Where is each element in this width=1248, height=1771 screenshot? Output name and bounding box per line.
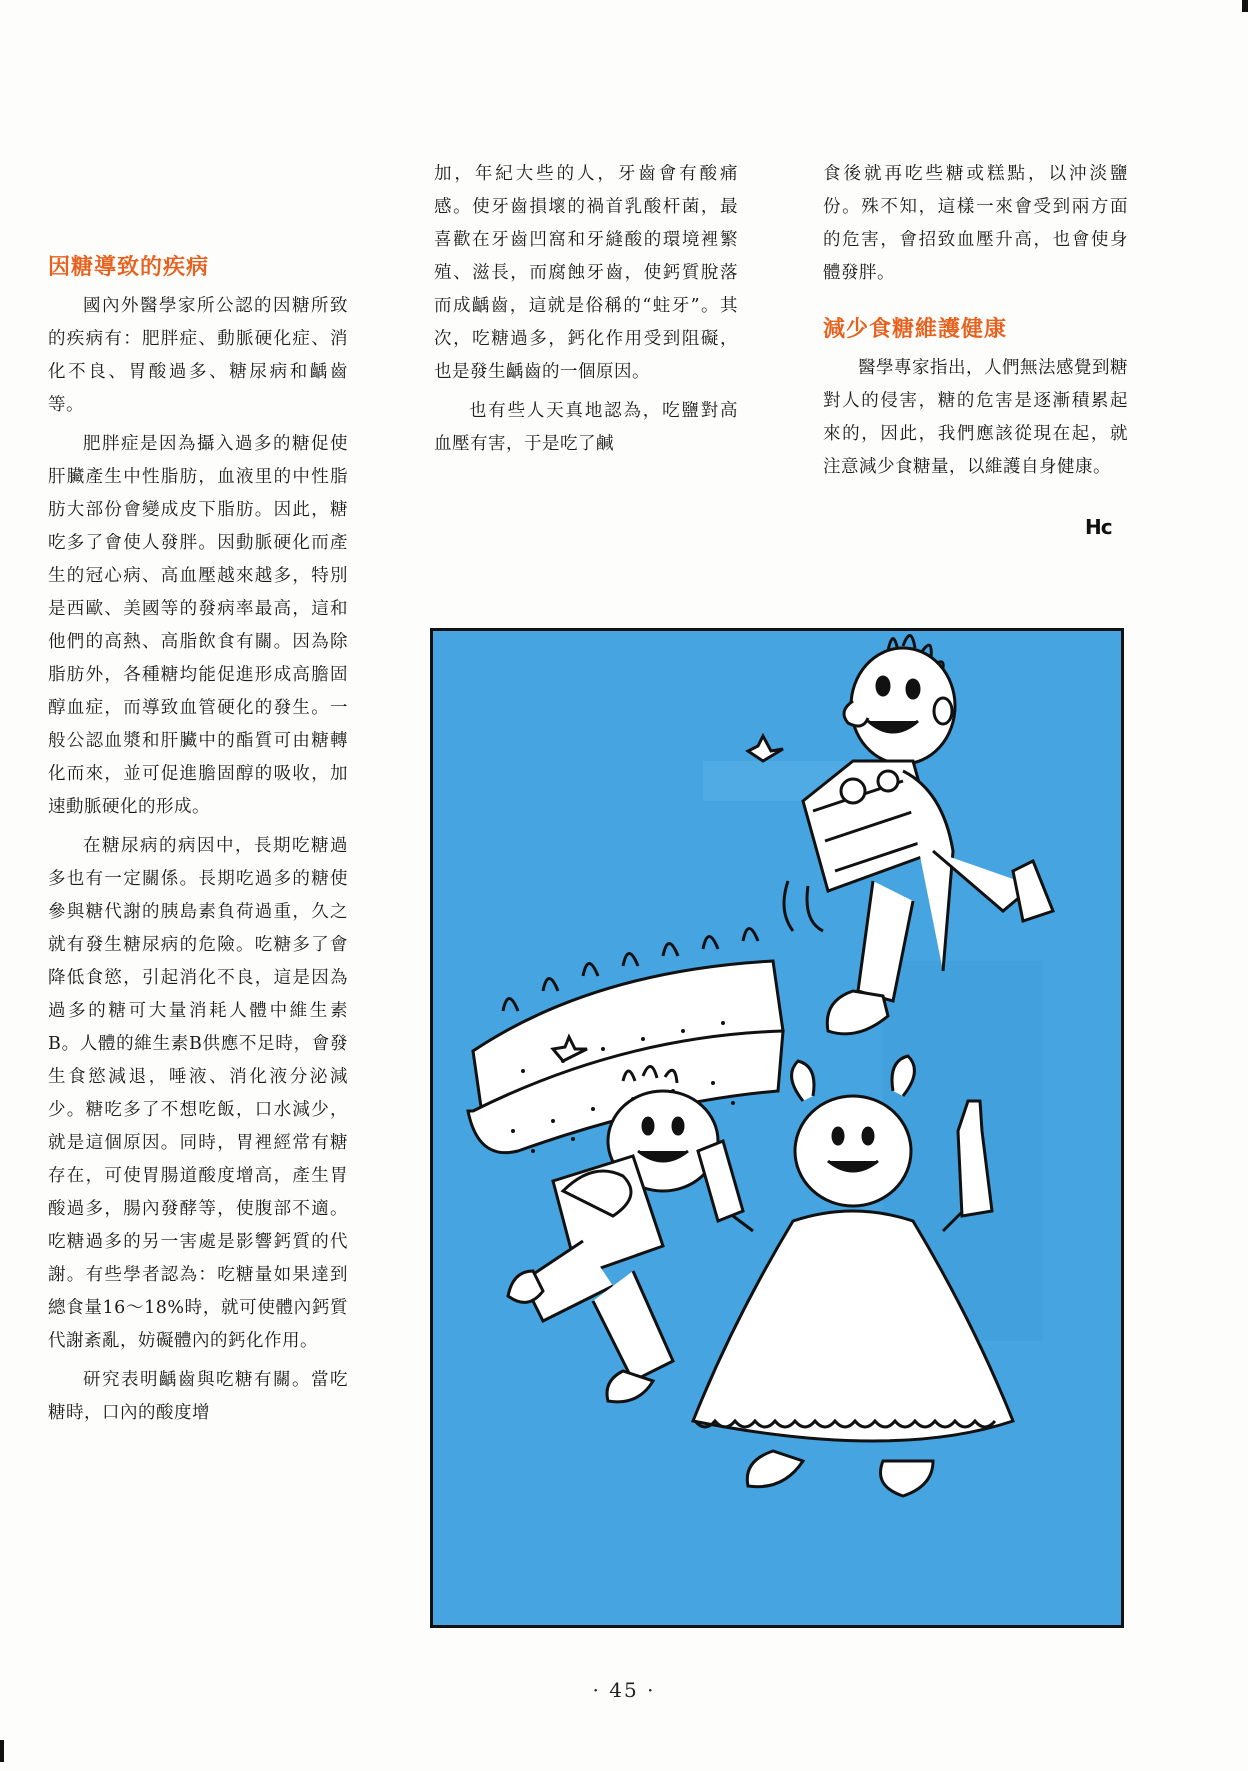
section-heading-diseases: 因糖導致的疾病 [48, 255, 210, 280]
paragraph: 也有些人天真地認為，吃鹽對高血壓有害，于是吃了鹹 [434, 401, 738, 454]
paragraph: 肥胖症是因為攝入過多的糖促使肝臟產生中性脂肪，血液里的中性脂肪大部份會變成皮下脂肪。因此，糖吃多了會使人發胖。因動脈硬化而產生的冠心病、高血壓越來越多，特別是西歐、美國等的發病率最高，這和他們的高熱、高脂飲食有關。因為除脂肪外，各種糖均能促進形成高膽固醇血症，而導致血管硬化的發生。一般公認血漿和肝臟中的酯質可由糖轉化而來，並可促進膽固醇的吸收，加速動脈硬化的形成。 [48, 434, 348, 817]
scan-edge-mark [0, 1740, 4, 1762]
section-heading-reduce-sugar: 減少食糖維護健康 [823, 317, 1008, 342]
paragraph: 在糖尿病的病因中，長期吃糖過多也有一定關係。長期吃過多的糖使參與糖代謝的胰島素負荷過重，久之就有發生糖尿病的危險。吃糖多了會降低食慾，引起消化不良，這是因為過多的糖可大量消耗人體中維生素B。人體的維生素B供應不足時，會發生食慾減退，唾液、消化液分泌減少。糖吃多了不想吃飯，口水減少，就是這個原因。同時，胃裡經常有糖存在，可使胃腸道酸度增高，產生胃酸過多，腸內發酵等，使腹部不適。吃糖過多的另一害處是影響鈣質的代謝。有些學者認為：吃糖量如果達到總食量16～18%時，就可使體內鈣質代謝紊亂，妨礙體內的鈣化作用。 [48, 836, 348, 1351]
paragraph: 研究表明齲齒與吃糖有關。當吃糖時，口內的酸度增 [48, 1370, 348, 1423]
paragraph-continued: 食後就再吃些糖或糕點，以沖淡鹽份。殊不知，這樣一來會受到兩方面的危害，會招致血壓升高，也會使身體發胖。 [823, 164, 1128, 283]
scan-edge-mark [1242, 0, 1248, 12]
author-signature: Hc [1085, 515, 1112, 539]
page-number: · 45 · [592, 1678, 656, 1702]
article-column-1 [48, 250, 348, 1436]
article-column-2 [434, 158, 738, 467]
article-column-3 [823, 158, 1128, 490]
paragraph: 國內外醫學家所公認的因糖所致的疾病有：肥胖症、動脈硬化症、消化不良、胃酸過多、糖尿病和齲齒等。 [48, 296, 348, 415]
paragraph: 醫學專家指出，人們無法感覺到糖對人的侵害，糖的危害是逐漸積累起來的，因此，我們應該從現在起，就注意減少食糖量，以維護自身健康。 [823, 358, 1128, 477]
paragraph-continued: 加，年紀大些的人，牙齒會有酸痛感。使牙齒損壞的禍首乳酸杆菌，最喜歡在牙齒凹窩和牙縫酸的環境裡繁殖、滋長，而腐蝕牙齒，使鈣質脫落而成齲齒，這就是俗稱的“蛀牙”。其次，吃糖過多，鈣化作用受到阻礙，也是發生齲齒的一個原因。 [434, 164, 738, 382]
cartoon-illustration [430, 628, 1124, 1628]
